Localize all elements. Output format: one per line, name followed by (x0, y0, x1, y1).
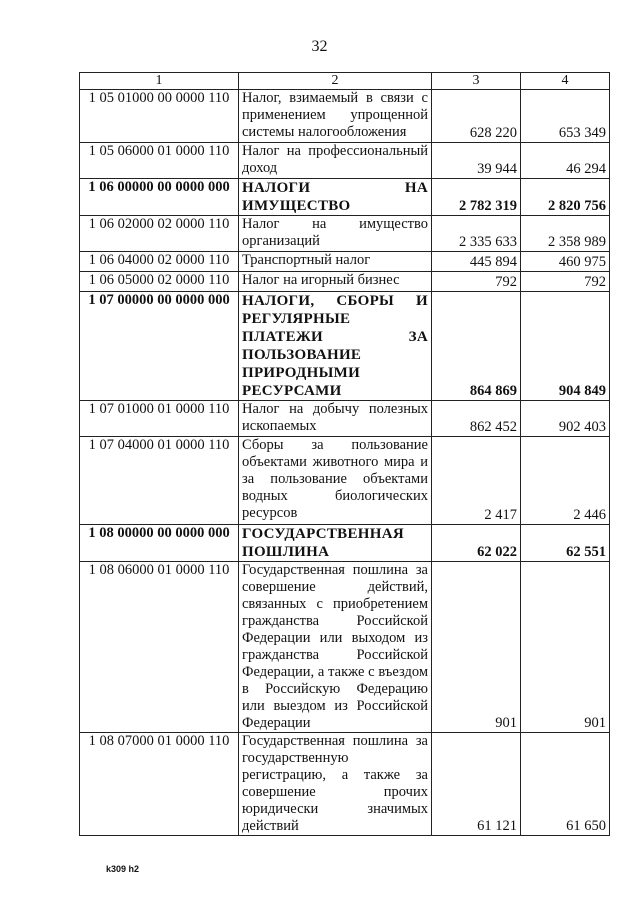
row-name: Налог на профессиональный доход (239, 143, 432, 179)
row-value-1: 2 782 319 (432, 179, 521, 216)
row-value-2: 61 650 (521, 733, 610, 836)
column-header-value-2: 4 (521, 73, 610, 90)
table-row (80, 733, 610, 836)
row-value-1: 445 894 (432, 252, 521, 272)
row-value-2: 653 349 (521, 90, 610, 143)
row-value-1: 2 417 (432, 437, 521, 525)
row-value-2: 902 403 (521, 401, 610, 437)
row-name: Государственная пошлина за совершение действий, связанных с приобретением гражданства Российской Федерации или выходом из гражданства Российской Федерации, а также с въездом в Российскую Федерацию или выездом из Российской Федерации (239, 562, 432, 733)
row-name: Налог на игорный бизнес (239, 272, 432, 292)
row-value-1: 628 220 (432, 90, 521, 143)
table-row (80, 292, 610, 401)
row-code: 1 08 06000 01 0000 110 (80, 562, 239, 733)
row-value-1: 862 452 (432, 401, 521, 437)
table-row (80, 562, 610, 733)
row-value-1: 901 (432, 562, 521, 733)
row-value-1: 39 944 (432, 143, 521, 179)
row-code: 1 05 06000 01 0000 110 (80, 143, 239, 179)
row-value-1: 864 869 (432, 292, 521, 401)
column-header-value-1: 3 (432, 73, 521, 90)
budget-revenue-table (79, 72, 610, 836)
row-value-1: 61 121 (432, 733, 521, 836)
row-value-2: 460 975 (521, 252, 610, 272)
page-number: 32 (311, 38, 328, 55)
row-code: 1 07 00000 00 0000 000 (80, 292, 239, 401)
row-code: 1 08 00000 00 0000 000 (80, 525, 239, 562)
table-header-row (80, 73, 610, 90)
table-row (80, 401, 610, 437)
row-name: НАЛОГИ, СБОРЫ И РЕГУЛЯРНЫЕ ПЛАТЕЖИ ЗА ПОЛЬЗОВАНИЕ ПРИРОДНЫМИ РЕСУРСАМИ (239, 292, 432, 401)
document-footer-code: k309 h2 (106, 864, 140, 874)
table-row (80, 272, 610, 292)
row-name: Налог на добычу полезных ископаемых (239, 401, 432, 437)
row-value-2: 901 (521, 562, 610, 733)
row-name: Сборы за пользование объектами животного мира и за пользование объектами водных биологических ресурсов (239, 437, 432, 525)
table-row (80, 437, 610, 525)
column-header-code: 1 (80, 73, 239, 90)
table-row (80, 143, 610, 179)
table-row (80, 90, 610, 143)
row-value-2: 2 446 (521, 437, 610, 525)
row-code: 1 08 07000 01 0000 110 (80, 733, 239, 836)
row-code: 1 06 02000 02 0000 110 (80, 216, 239, 252)
row-name: НАЛОГИ НА ИМУЩЕСТВО (239, 179, 432, 216)
row-value-2: 46 294 (521, 143, 610, 179)
row-name: Государственная пошлина за государственную регистрацию, а также за совершение прочих юридически значимых действий (239, 733, 432, 836)
row-value-1: 792 (432, 272, 521, 292)
row-value-2: 904 849 (521, 292, 610, 401)
table-row (80, 179, 610, 216)
row-value-1: 2 335 633 (432, 216, 521, 252)
row-name: Транспортный налог (239, 252, 432, 272)
row-name: ГОСУДАРСТВЕННАЯ ПОШЛИНА (239, 525, 432, 562)
row-code: 1 05 01000 00 0000 110 (80, 90, 239, 143)
row-code: 1 06 00000 00 0000 000 (80, 179, 239, 216)
row-code: 1 07 04000 01 0000 110 (80, 437, 239, 525)
row-code: 1 06 05000 02 0000 110 (80, 272, 239, 292)
row-name: Налог, взимаемый в связи с применением упрощенной системы налогообложения (239, 90, 432, 143)
row-value-1: 62 022 (432, 525, 521, 562)
row-value-2: 2 820 756 (521, 179, 610, 216)
column-header-name: 2 (239, 73, 432, 90)
row-value-2: 2 358 989 (521, 216, 610, 252)
row-value-2: 792 (521, 272, 610, 292)
row-name: Налог на имущество организаций (239, 216, 432, 252)
table-row (80, 525, 610, 562)
table-row (80, 216, 610, 252)
row-code: 1 06 04000 02 0000 110 (80, 252, 239, 272)
table-row (80, 252, 610, 272)
row-code: 1 07 01000 01 0000 110 (80, 401, 239, 437)
row-value-2: 62 551 (521, 525, 610, 562)
